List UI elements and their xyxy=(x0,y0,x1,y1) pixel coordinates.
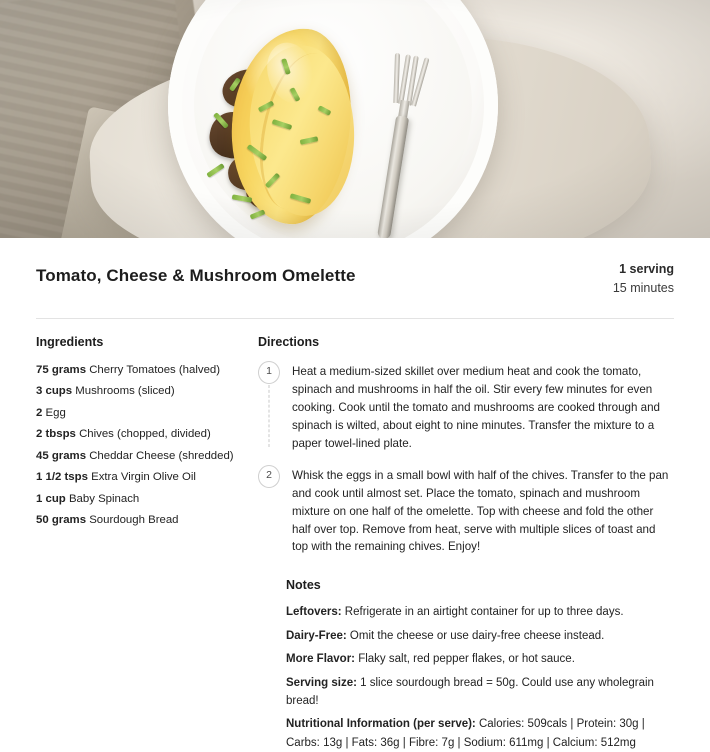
omelette-photo xyxy=(0,0,710,238)
step-number-wrap xyxy=(258,465,280,557)
photo-vignette xyxy=(0,0,710,238)
step-number-wrap xyxy=(258,361,280,453)
ingredient-amount: 3 cups xyxy=(36,385,73,398)
note-text: Flaky salt, red pepper flakes, or hot sauce. xyxy=(355,653,575,666)
step-connector xyxy=(269,385,270,447)
servings-label: 1 serving xyxy=(619,262,674,276)
step-number: 2 xyxy=(258,465,280,488)
ingredients-list xyxy=(36,361,232,530)
directions-column xyxy=(258,335,674,569)
note-item xyxy=(286,627,674,645)
ingredient-name: Extra Virgin Olive Oil xyxy=(91,471,196,484)
title-row xyxy=(0,238,710,299)
list-item xyxy=(36,447,232,465)
ingredient-amount: 45 grams xyxy=(36,449,87,462)
ingredient-name: Sourdough Bread xyxy=(89,514,179,527)
note-label: More Flavor: xyxy=(286,653,356,666)
ingredients-heading: Ingredients xyxy=(36,334,104,349)
directions-heading: Directions xyxy=(258,334,320,349)
note-item xyxy=(286,674,674,711)
recipe-meta xyxy=(613,260,674,299)
ingredient-name: Egg xyxy=(45,406,66,419)
total-time-label: 15 minutes xyxy=(612,281,674,296)
notes-section xyxy=(0,568,710,752)
list-item xyxy=(36,425,232,443)
ingredient-amount: 2 xyxy=(36,406,43,419)
note-label: Leftovers: xyxy=(286,606,342,619)
note-item xyxy=(286,715,674,752)
step-text: Heat a medium-sized skillet over medium heat and cook the tomato, spinach and mushrooms in half the oil. Stir every few minutes for even cooking. Cook until the tomato and mushrooms are cooked through and spinach is wilted, about eight to nine minutes. Transfer the mixture to a paper towel-lined plate. xyxy=(292,364,660,450)
ingredient-amount: 1 cup xyxy=(36,492,66,505)
note-text: Refrigerate in an airtight container for up to three days. xyxy=(341,606,624,619)
list-item xyxy=(36,490,232,508)
ingredient-amount: 75 grams xyxy=(36,363,87,376)
ingredient-name: Cherry Tomatoes (halved) xyxy=(89,363,221,376)
ingredient-name: Baby Spinach xyxy=(68,492,140,505)
list-item xyxy=(36,361,232,379)
content-columns xyxy=(0,319,710,569)
note-item xyxy=(286,650,674,668)
ingredient-name: Mushrooms (sliced) xyxy=(75,385,175,398)
step-number: 1 xyxy=(258,361,280,384)
ingredients-column xyxy=(36,335,232,569)
directions-steps xyxy=(258,361,674,557)
list-item xyxy=(36,468,232,486)
direction-step xyxy=(258,465,674,557)
list-item xyxy=(36,511,232,529)
note-text: Omit the cheese or use dairy-free cheese instead. xyxy=(346,629,605,642)
ingredient-name: Chives (chopped, divided) xyxy=(79,428,211,441)
note-text: 1 slice sourdough bread = 50g. Could use any wholegrain bread! xyxy=(286,676,654,707)
ingredient-name: Cheddar Cheese (shredded) xyxy=(89,449,234,462)
note-text: Calories: 509cals | Protein: 30g | Carbs: 13g | Fats: 36g | Fibre: 7g | Sodium: 611mg | Calcium: 512mg xyxy=(286,718,645,749)
note-label: Serving size: xyxy=(286,676,357,689)
direction-step xyxy=(258,361,674,453)
ingredient-amount: 1 1/2 tsps xyxy=(36,471,88,484)
ingredient-amount: 2 tbsps xyxy=(36,428,76,441)
list-item xyxy=(36,404,232,422)
ingredient-amount: 50 grams xyxy=(36,514,87,527)
note-label: Nutritional Information (per serve): xyxy=(286,718,476,731)
list-item xyxy=(36,382,232,400)
note-item xyxy=(286,603,674,621)
notes-heading: Notes xyxy=(286,578,321,593)
step-text: Whisk the eggs in a small bowl with half of the chives. Transfer to the pan and cook until almost set. Place the tomato, spinach and mushroom mixture on one half of the omelette. Top with cheese and fold the other half over top. Remove from heat, serve with multiple slices of toast and top with the remaining chives. Enjoy! xyxy=(292,468,669,554)
note-label: Dairy-Free: xyxy=(286,629,347,642)
page-title: Tomato, Cheese & Mushroom Omelette xyxy=(36,266,356,285)
